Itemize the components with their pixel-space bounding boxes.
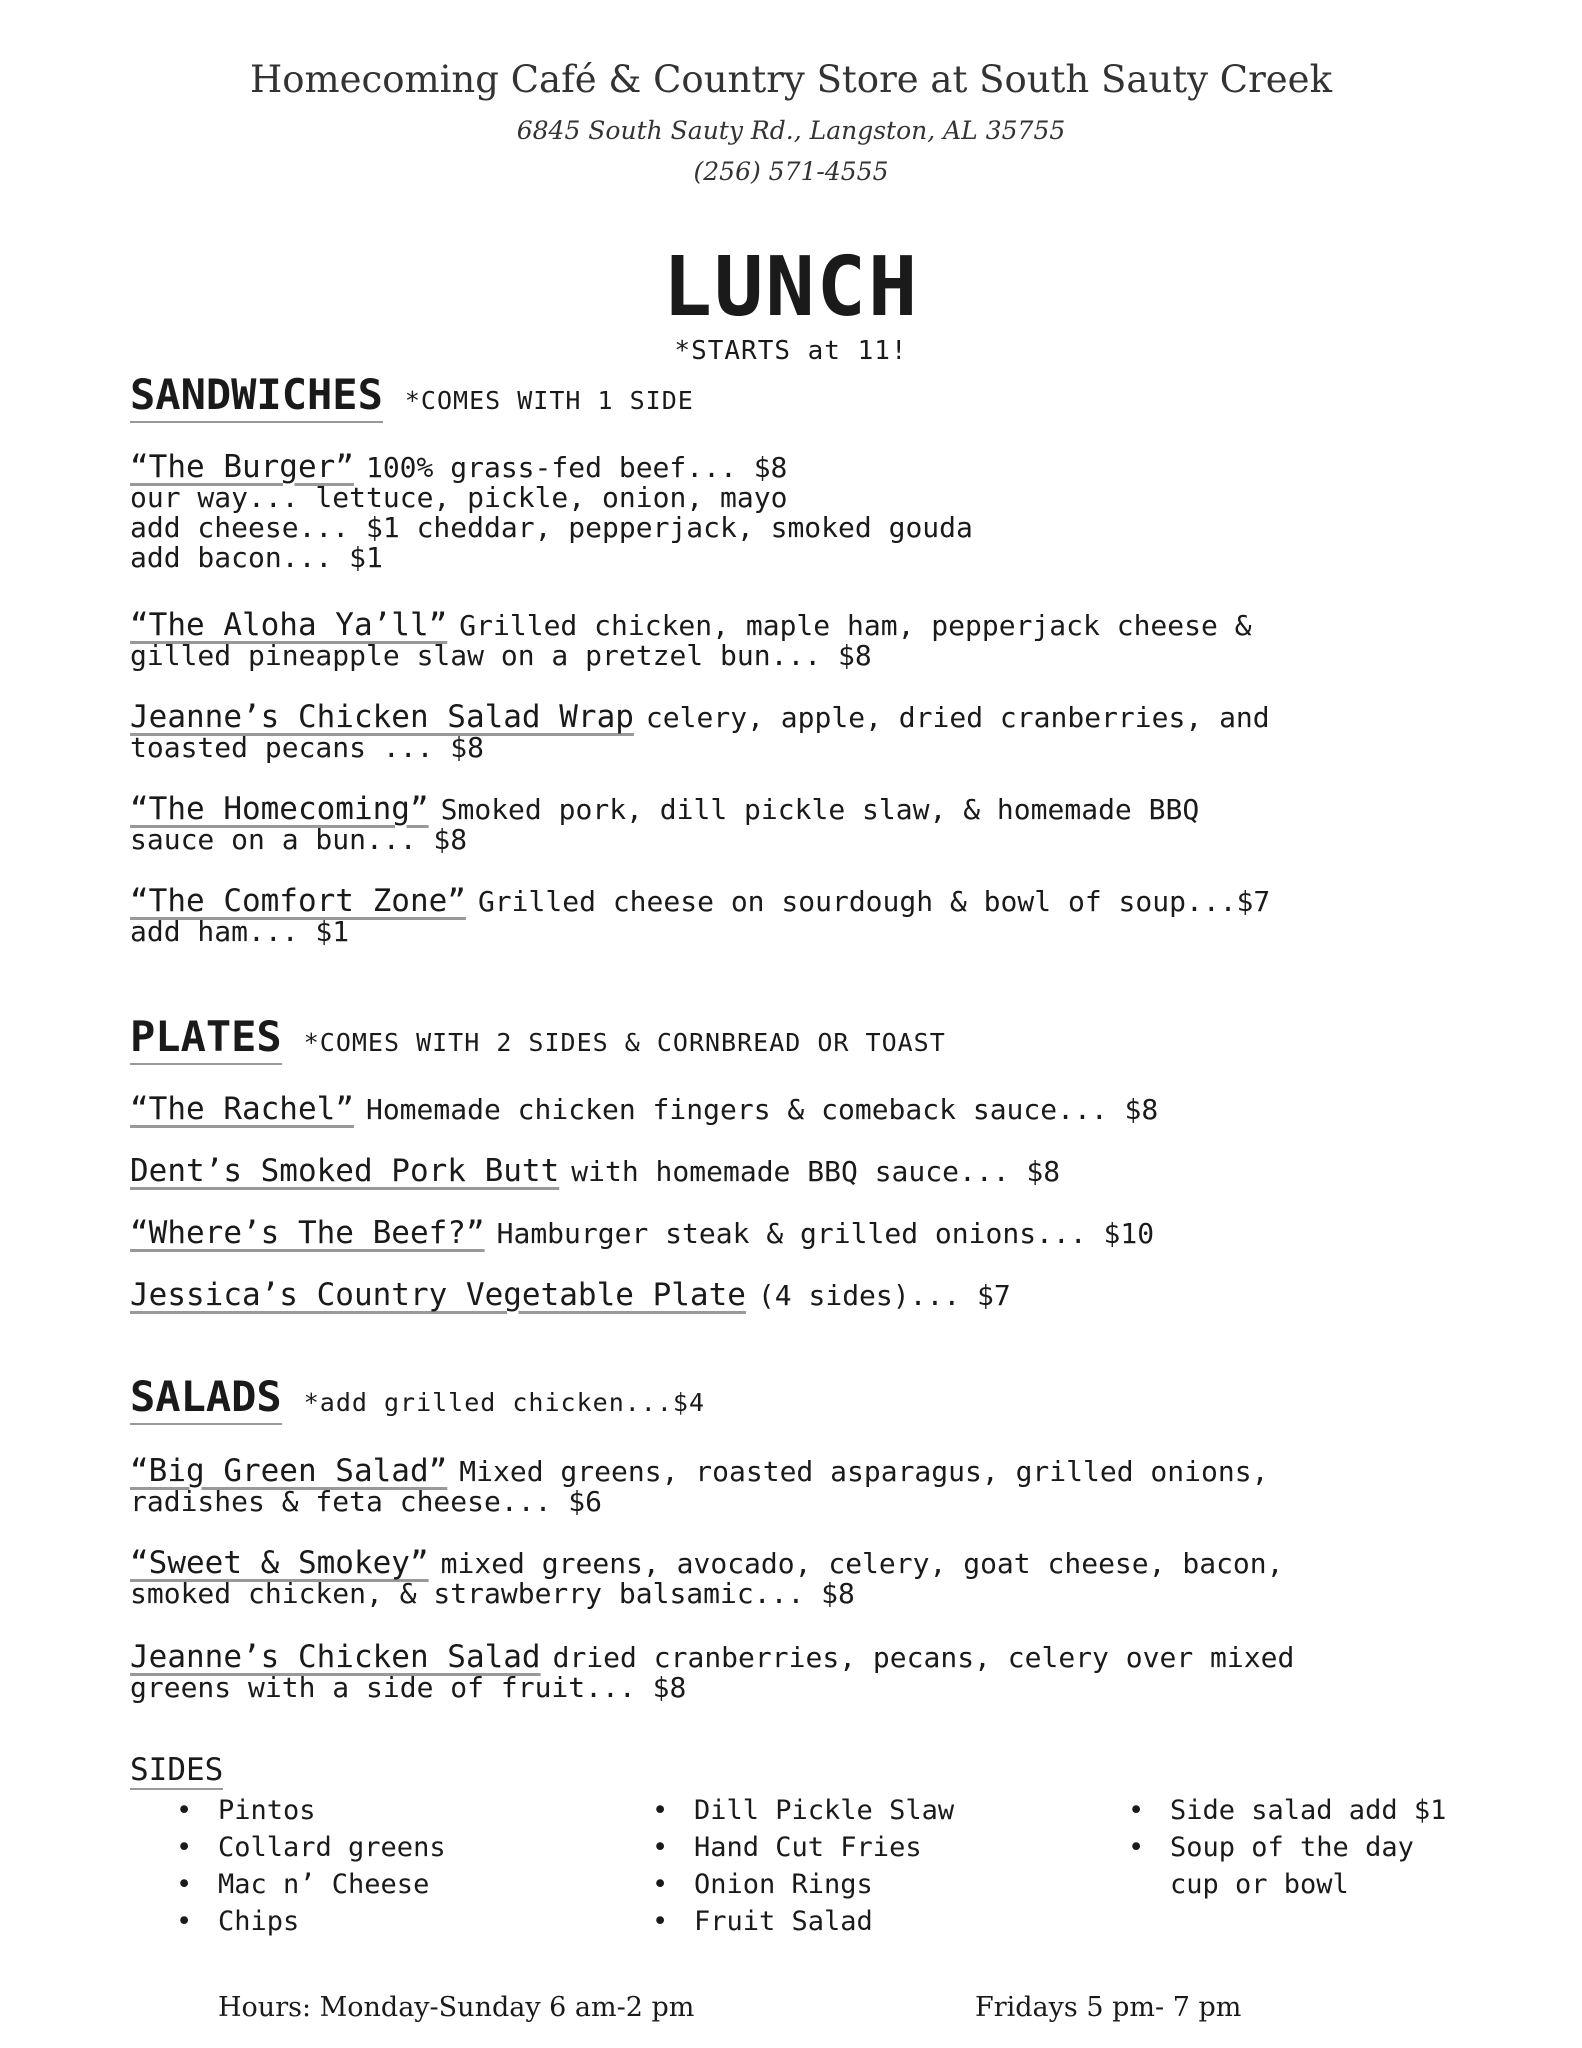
restaurant-phone: (256) 571-4555 xyxy=(693,157,889,186)
sides-title: SIDES xyxy=(130,1752,224,1788)
side-label: Pintos xyxy=(218,1795,316,1826)
side-label: Soup of the day xyxy=(1170,1832,1414,1863)
menu-item xyxy=(130,1453,1470,1518)
list-item: • Hand Cut Fries xyxy=(652,1832,922,1863)
item-desc-line: sauce on a bun... $8 xyxy=(130,823,468,856)
section-plates-heading xyxy=(130,1012,946,1061)
menu-item xyxy=(130,449,1470,574)
item-name: Dent’s Smoked Pork Butt xyxy=(130,1153,560,1189)
item-name: “Sweet & Smokey” xyxy=(130,1545,429,1581)
menu-item xyxy=(130,607,1470,672)
item-desc-line: 100% grass-fed beef... $8 xyxy=(365,451,788,484)
menu-item xyxy=(130,1215,1470,1251)
item-desc-line: add bacon... $1 xyxy=(130,541,383,574)
list-item: • Collard greens xyxy=(176,1832,446,1863)
restaurant-address: 6845 South Sauty Rd., Langston, AL 35755 xyxy=(516,116,1066,145)
side-label: cup or bowl xyxy=(1170,1869,1349,1900)
item-desc-line: toasted pecans ... $8 xyxy=(130,731,485,764)
item-desc-line: with homemade BBQ sauce... $8 xyxy=(571,1155,1061,1188)
menu-item xyxy=(130,1545,1470,1610)
menu-item xyxy=(130,1277,1470,1313)
section-note: *COMES WITH 2 SIDES & CORNBREAD OR TOAST xyxy=(303,1028,946,1057)
item-desc-line: add ham... $1 xyxy=(130,915,350,948)
item-desc-line: mixed greens, avocado, celery, goat cheese, bacon, xyxy=(440,1547,1284,1580)
restaurant-name: Homecoming Café & Country Store at South Sauty Creek xyxy=(249,58,1332,101)
start-time-note: *STARTS at 11! xyxy=(674,336,908,366)
list-item: • Dill Pickle Slaw xyxy=(652,1795,955,1826)
section-title: PLATES xyxy=(130,1012,282,1065)
section-sandwiches-heading xyxy=(130,370,694,419)
sides-column-3 xyxy=(1128,1792,1446,1903)
list-item: • Chips xyxy=(176,1906,300,1937)
item-desc-line: smoked chicken, & strawberry balsamic... $8 xyxy=(130,1577,855,1610)
item-name: “The Homecoming” xyxy=(130,791,429,827)
side-label: Onion Rings xyxy=(694,1869,873,1900)
item-desc-line: greens with a side of fruit... $8 xyxy=(130,1671,687,1704)
item-desc-line: celery, apple, dried cranberries, and xyxy=(645,701,1270,734)
section-note: *COMES WITH 1 SIDE xyxy=(404,386,694,415)
item-name: “The Burger” xyxy=(130,449,354,485)
list-item: • Fruit Salad xyxy=(652,1906,873,1937)
restaurant-header xyxy=(0,50,1582,192)
sides-column-2 xyxy=(652,1792,954,1940)
sides-column-1 xyxy=(176,1792,446,1940)
item-desc-line: Mixed greens, roasted asparagus, grilled onions, xyxy=(459,1455,1269,1488)
item-desc-line: dried cranberries, pecans, celery over mixed xyxy=(552,1641,1295,1674)
item-desc-line: radishes & feta cheese... $6 xyxy=(130,1485,603,1518)
item-desc-line: Grilled chicken, maple ham, pepperjack cheese & xyxy=(459,609,1252,642)
item-desc-line: Hamburger steak & grilled onions... $10 xyxy=(496,1217,1155,1250)
section-salads-heading xyxy=(130,1372,705,1421)
list-item: • Soup of the day xyxy=(1128,1832,1414,1863)
item-desc-line: Smoked pork, dill pickle slaw, & homemade BBQ xyxy=(440,793,1200,826)
hours-weekly: Hours: Monday-Sunday 6 am-2 pm xyxy=(218,1992,695,2023)
item-desc-line: Homemade chicken fingers & comeback sauce... $8 xyxy=(365,1093,1159,1126)
item-name: “Where’s The Beef?” xyxy=(130,1215,485,1251)
list-item: • Mac n’ Cheese xyxy=(176,1869,430,1900)
section-note: *add grilled chicken...$4 xyxy=(303,1388,706,1417)
item-name: “The Comfort Zone” xyxy=(130,883,466,919)
hours-fridays: Fridays 5 pm- 7 pm xyxy=(975,1992,1242,2023)
list-item xyxy=(1128,1866,1446,1903)
item-name: Jeanne’s Chicken Salad Wrap xyxy=(130,699,634,735)
section-title: SANDWICHES xyxy=(130,370,383,423)
side-label: Hand Cut Fries xyxy=(694,1832,922,1863)
side-label: Mac n’ Cheese xyxy=(218,1869,430,1900)
side-label: Dill Pickle Slaw xyxy=(694,1795,955,1826)
item-desc-line: our way... lettuce, pickle, onion, mayo xyxy=(130,481,788,514)
list-item: • Onion Rings xyxy=(652,1869,873,1900)
item-name: Jeanne’s Chicken Salad xyxy=(130,1639,541,1675)
side-label: Fruit Salad xyxy=(694,1906,873,1937)
menu-item xyxy=(130,1091,1470,1127)
item-desc-line: add cheese... $1 cheddar, pepperjack, smoked gouda xyxy=(130,511,973,544)
menu-item xyxy=(130,1153,1470,1189)
item-name: Jessica’s Country Vegetable Plate xyxy=(130,1277,746,1313)
item-desc-line: gilled pineapple slaw on a pretzel bun... $8 xyxy=(130,639,872,672)
side-label: Chips xyxy=(218,1906,300,1937)
item-desc-line: (4 sides)... $7 xyxy=(757,1279,1011,1312)
side-label: Collard greens xyxy=(218,1832,446,1863)
menu-title: LUNCH xyxy=(662,240,920,335)
item-desc-line: Grilled cheese on sourdough & bowl of soup...$7 xyxy=(477,885,1271,918)
menu-item xyxy=(130,791,1470,856)
item-name: “Big Green Salad” xyxy=(130,1453,448,1489)
side-label: Side salad add $1 xyxy=(1170,1795,1447,1826)
list-item: • Side salad add $1 xyxy=(1128,1795,1447,1826)
item-name: “The Rachel” xyxy=(130,1091,354,1127)
menu-item xyxy=(130,699,1470,764)
section-title: SALADS xyxy=(130,1372,282,1425)
menu-item xyxy=(130,1639,1470,1704)
item-name: “The Aloha Ya’ll” xyxy=(130,607,448,643)
menu-item xyxy=(130,883,1470,948)
list-item: • Pintos xyxy=(176,1795,316,1826)
